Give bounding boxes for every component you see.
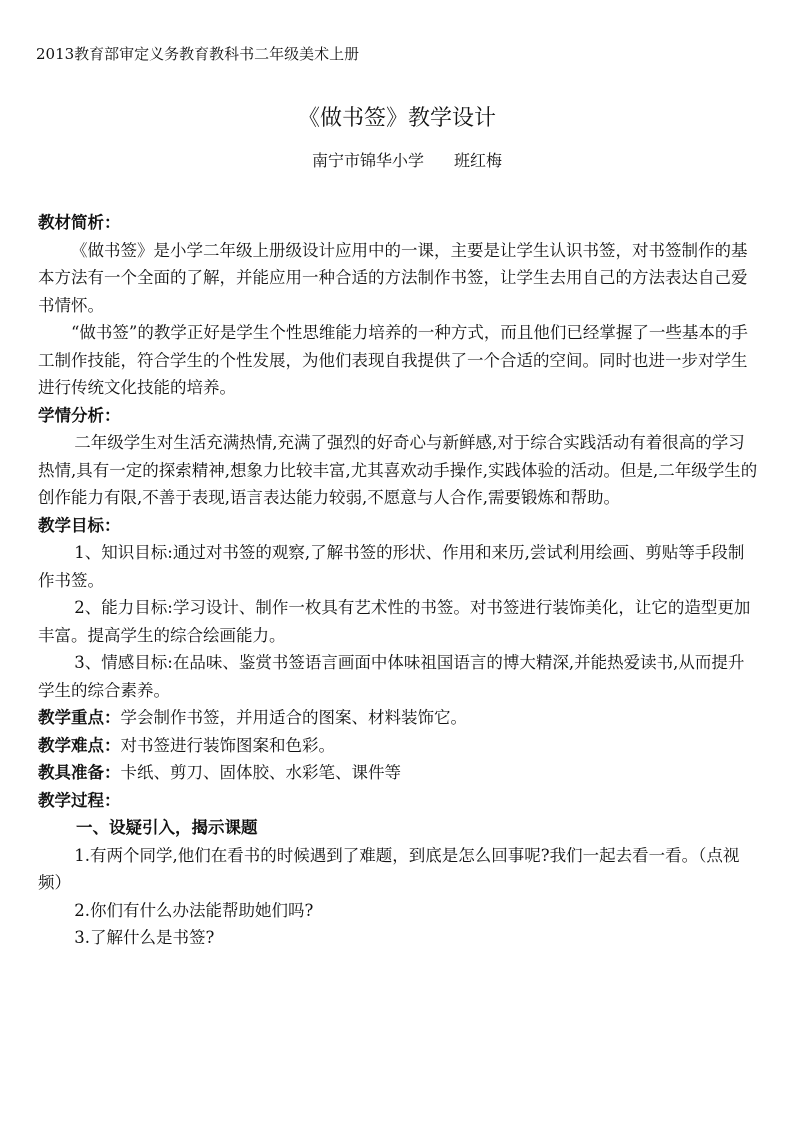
key-point-line xyxy=(38,704,760,732)
paragraph: “做书签”的教学正好是学生个性思维能力培养的一种方式，而且他们已经掌握了一些基本的手工制作技能，符合学生的个性发展，为他们表现自我提供了一个合适的空间。同时也进一步对学生进行传统文化技能的培养。 xyxy=(38,323,748,397)
document-body xyxy=(38,209,760,952)
paragraph: 《做书签》是小学二年级上册级设计应用中的一课，主要是让学生认识书签，对书签制作的基本方法有一个全面的了解，并能应用一种合适的方法制作书签，让学生去用自己的方法表达自己爱书情怀。 xyxy=(38,240,748,315)
section-heading-process: 教学过程： xyxy=(38,790,121,810)
difficulty-label: 教学难点： xyxy=(38,735,121,755)
key-point-value: 学会制作书签，并用适合的图案、材料装饰它。 xyxy=(120,708,467,727)
tools-label: 教具准备： xyxy=(38,763,121,782)
author-name: 班红梅 xyxy=(454,151,503,170)
tools-line xyxy=(38,759,760,787)
goal-item: 2、能力目标:学习设计、制作一枚具有艺术性的书签。对书签进行装饰美化，让它的造型更加丰富。提高学生的综合绘画能力。 xyxy=(38,598,751,645)
tools-value: 卡纸、剪刀、固体胶、水彩笔、课件等 xyxy=(120,763,401,782)
difficulty-value: 对书签进行装饰图案和色彩。 xyxy=(120,735,335,755)
section-heading-students: 学情分析： xyxy=(38,405,121,425)
paragraph: 二年级学生对生活充满热情,充满了强烈的好奇心与新鲜感,对于综合实践活动有着很高的学习热情,具有一定的探索精神,想象力比较丰富,尤其喜欢动手操作,实践体验的活动。但是,二年级学生的创作能力有限,不善于表现,语言表达能力较弱,不愿意与人合作,需要锻炼和帮助。 xyxy=(38,433,758,507)
textbook-header: 2013教育部审定义务教育教科书二年级美术上册 xyxy=(36,45,360,63)
goal-item: 3、情感目标:在品味、鉴赏书签语言画面中体味祖国语言的博大精深,并能热爱读书,从而提升学生的综合素养。 xyxy=(38,653,745,700)
document-title: 《做书签》教学设计 xyxy=(297,106,496,131)
section-heading-goals: 教学目标： xyxy=(38,515,121,535)
school-name: 南宁市锦华小学 xyxy=(312,151,425,170)
goal-item: 1、知识目标:通过对书签的观察,了解书签的形状、作用和来历,尝试利用绘画、剪贴等手段制作书签。 xyxy=(38,543,745,590)
step-heading: 一、设疑引入，揭示课题 xyxy=(75,818,258,837)
byline xyxy=(312,150,502,172)
difficulty-line xyxy=(38,732,760,760)
key-point-label: 教学重点： xyxy=(38,708,121,727)
step-item: 3.了解什么是书签? xyxy=(74,928,215,947)
step-item: 1.有两个同学,他们在看书的时候遇到了难题，到底是怎么回事呢?我们一起去看一看。（点视频） xyxy=(38,845,740,892)
section-heading-materials: 教材简析： xyxy=(38,213,121,232)
step-item: 2.你们有什么办法能帮助她们吗? xyxy=(74,900,314,920)
